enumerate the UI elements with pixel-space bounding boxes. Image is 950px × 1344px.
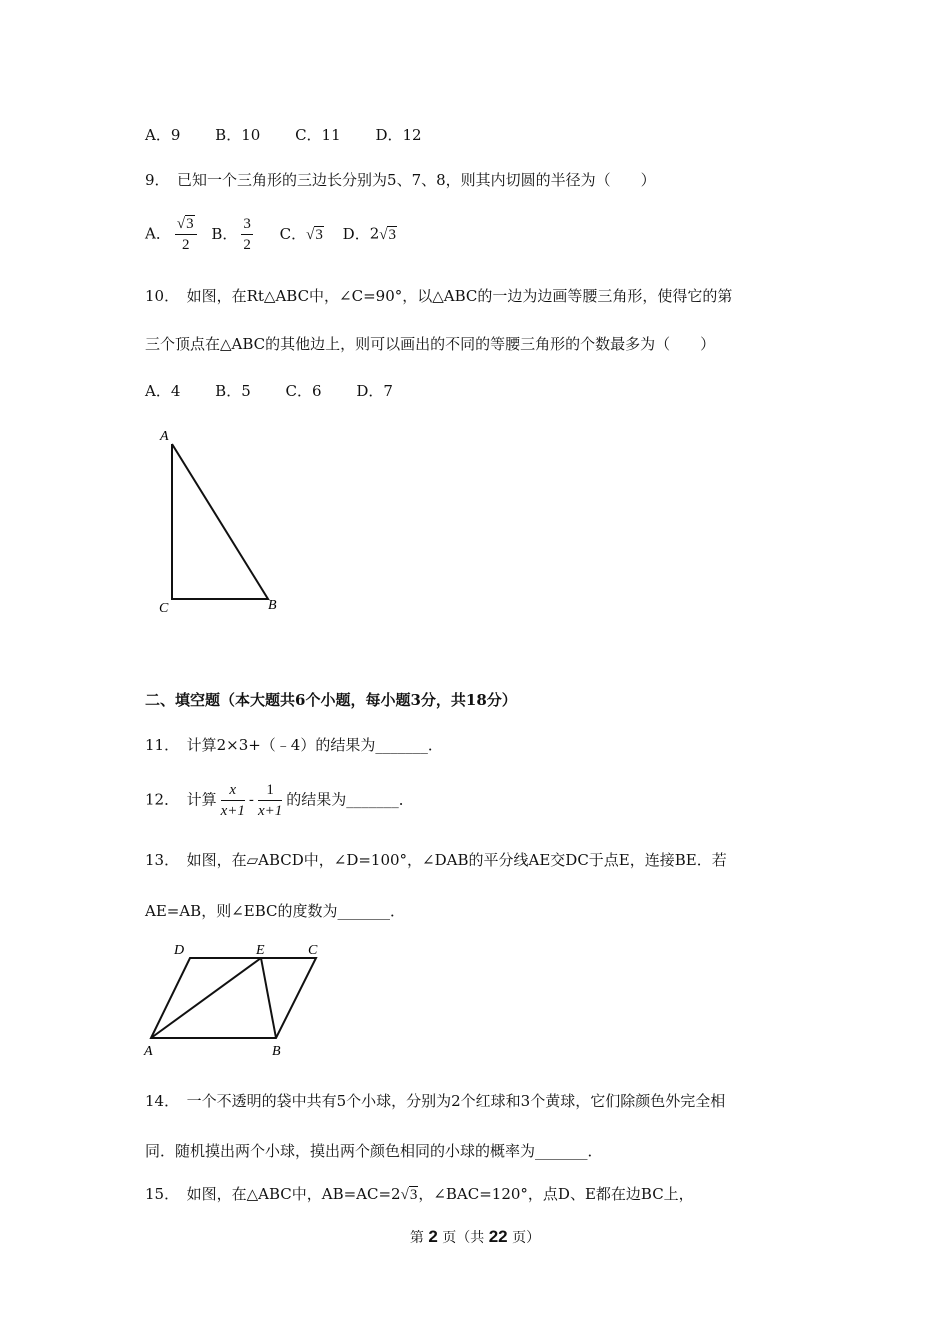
q10-option-b: B．5 [215,382,251,400]
q13-line2: AE=AB，则∠EBC的度数为_______． [145,902,406,920]
q9-text: 9． 已知一个三角形的三边长分别为5、7、8，则其内切圆的半径为（ ） [145,171,656,189]
q14-line2: 同．随机摸出两个小球，摸出两个颜色相同的小球的概率为_______． [145,1142,603,1160]
q12-minus: - [248,790,254,809]
q13-parallelogram-figure [140,938,335,1063]
q9-option-c-sqrt: √3 [306,226,323,243]
q9-option-c-label: C． [279,224,307,243]
q8-option-b: B．10 [215,126,261,144]
q12-suffix: 的结果为_______． [286,790,414,809]
q9-option-b-numerator: 3 [241,214,253,235]
q10-option-a: A．4 [145,382,181,400]
q9-option-a-radicand: 3 [186,216,194,232]
q9-option-c-radicand: 3 [315,226,323,243]
page-footer [0,1227,950,1247]
q13-segment-be [261,958,276,1038]
q10-triangle-figure [150,420,300,620]
q13-label-b: B [272,1044,281,1059]
q13-line1: 13． 如图，在▱ABCD中，∠D=100°，∠DAB的平分线AE交DC于点E，连接BE．若 [145,851,727,869]
q10-line2: 三个顶点在△ABC的其他边上，则可以画出的不同的等腰三角形的个数最多为（ ） [145,335,716,353]
q12-f2-numerator: 1 [258,780,282,801]
q13-parallelogram [151,958,316,1038]
q10-label-a: A [160,429,169,444]
q13-label-a: A [144,1044,153,1059]
q13-label-d: D [174,943,185,958]
footer-mid: 页（共 [442,1230,485,1246]
q12-fraction-1 [221,780,245,821]
q15-suffix: ，∠BAC=120°，点D、E都在边BC上， [418,1185,694,1203]
q9-option-a-denominator: 2 [181,237,190,253]
q12-f1-numerator: x [221,780,245,801]
q10-label-c: C [159,601,169,616]
q13-label-c: C [308,943,318,958]
q9-option-a-fraction: $\frac{√3}{2}$ [175,214,197,255]
q15-line [145,1183,694,1206]
q9-option-d-label: D． [342,224,370,243]
footer-total-pages: 22 [488,1227,508,1246]
q10-options [145,380,423,402]
q12-prefix: 12． 计算 [145,790,217,809]
q9-option-d-radicand: 3 [388,226,396,243]
q10-line1: 10． 如图，在Rt△ABC中，∠C=90°，以△ABC的一边为边画等腰三角形，使得它的第 [145,287,733,305]
footer-post: 页） [512,1230,541,1246]
q9-option-b-label: B． [211,224,238,243]
q8-options [145,124,452,146]
section2-title: 二、填空题（本大题共6个小题，每小题3分，共18分） [145,691,517,709]
q11-text: 11． 计算2×3+（﹣4）的结果为_______． [145,736,443,754]
q15-prefix: 15． 如图，在△ABC中，AB=AC=2 [145,1185,401,1203]
q9-option-a-label: A． [145,224,171,243]
q10-triangle [172,444,268,599]
q12-fraction-2 [258,780,282,821]
q15-radicand: 3 [409,1187,418,1203]
q10-option-c: C．6 [285,382,322,400]
q10-label-b: B [268,598,277,613]
q9-option-d-coef: 2 [369,224,380,243]
q15-sqrt: √3 [400,1187,418,1203]
q13-segment-ae [151,958,261,1038]
q9-option-d-sqrt: √3 [379,226,396,243]
footer-pre: 第 [409,1230,424,1246]
q12-f1-denominator: x+1 [220,803,245,819]
q9-option-b-denominator: 2 [243,237,251,253]
q12-line [145,780,414,821]
q9-options [145,214,397,255]
q14-line1: 14． 一个不透明的袋中共有5个小球，分别为2个红球和3个黄球，它们除颜色外完全相 [145,1092,726,1110]
footer-page-number: 2 [428,1227,438,1246]
q8-option-c: C．11 [295,126,341,144]
q9-option-b-fraction [241,214,253,255]
q12-f2-denominator: x+1 [257,803,283,819]
q13-label-e: E [256,943,265,958]
q8-option-a: A．9 [145,126,181,144]
q8-option-d: D．12 [375,126,422,144]
q10-option-d: D．7 [356,382,393,400]
